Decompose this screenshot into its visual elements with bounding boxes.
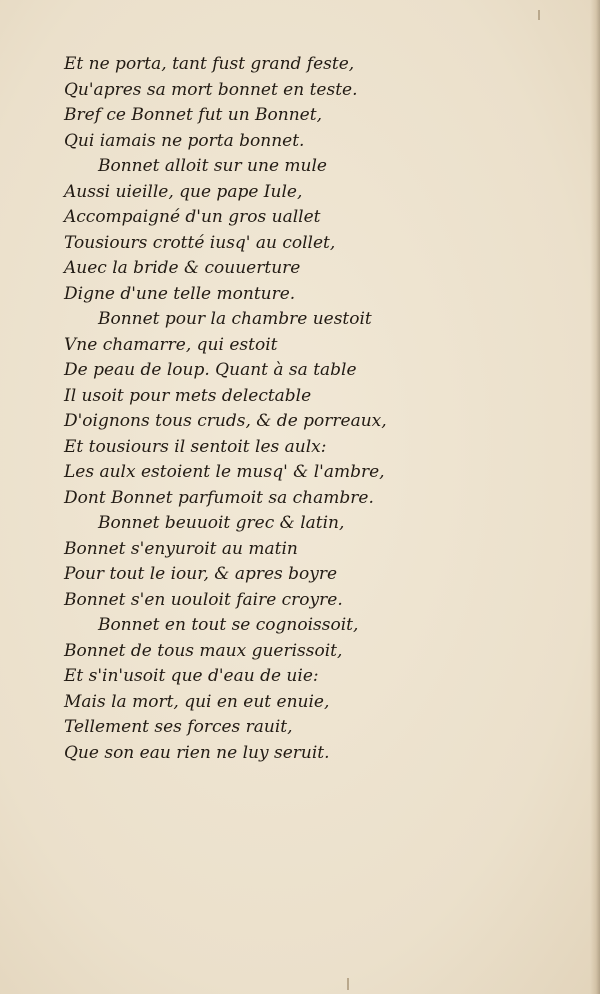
poem-text	[64, 52, 504, 766]
poem-line: Et tousiours il sentoit les aulx:	[64, 436, 327, 457]
poem-line: Mais la mort, qui en eut enuie,	[64, 691, 330, 712]
poem-line: Bref ce Bonnet fut un Bonnet,	[64, 105, 322, 125]
poem-line: Qu'apres sa mort bonnet en teste.	[64, 79, 358, 100]
page-edge-shadow	[590, 0, 600, 994]
poem-line: Bonnet s'en uouloit faire croyre.	[64, 589, 343, 610]
poem-line: Dont Bonnet parfumoit sa chambre.	[64, 487, 374, 508]
poem-line: Que son eau rien ne luy seruit.	[64, 742, 330, 763]
poem-line: Pour tout le iour, & apres boyre	[64, 564, 338, 584]
poem-line: Vne chamarre, qui estoit	[64, 334, 278, 355]
page-mark	[347, 978, 349, 990]
poem-line: Bonnet alloit sur une mule	[98, 156, 327, 176]
poem-line: Il usoit pour mets delectable	[64, 385, 312, 406]
poem-line: Et s'in'usoit que d'eau de uie:	[64, 666, 319, 686]
poem-line: Les aulx estoient le musq' & l'ambre,	[64, 462, 385, 482]
poem-line: De peau de loup. Quant à sa table	[64, 360, 357, 380]
poem-line: Qui iamais ne porta bonnet.	[64, 130, 305, 151]
poem-line: Tellement ses forces rauit,	[64, 717, 293, 737]
poem-line: Bonnet s'enyuroit au matin	[64, 538, 298, 559]
poem-line: Bonnet pour la chambre uestoit	[98, 309, 372, 329]
poem-line: Digne d'une telle monture.	[64, 283, 296, 304]
poem-line: Bonnet de tous maux guerissoit,	[64, 640, 343, 661]
poem-line: Et ne porta, tant fust grand feste,	[64, 54, 355, 74]
poem-line: Bonnet en tout se cognoissoit,	[98, 615, 359, 635]
poem-line: Tousiours crotté iusq' au collet,	[64, 232, 336, 253]
poem-line: Accompaigné d'un gros uallet	[64, 207, 321, 227]
page-mark	[538, 10, 540, 20]
poem-line: Bonnet beuuoit grec & latin,	[98, 513, 345, 533]
poem-line: D'oignons tous cruds, & de porreaux,	[64, 411, 387, 431]
poem-line: Aussi uieille, que pape Iule,	[64, 181, 303, 202]
poem-line: Auec la bride & couuerture	[64, 258, 301, 278]
